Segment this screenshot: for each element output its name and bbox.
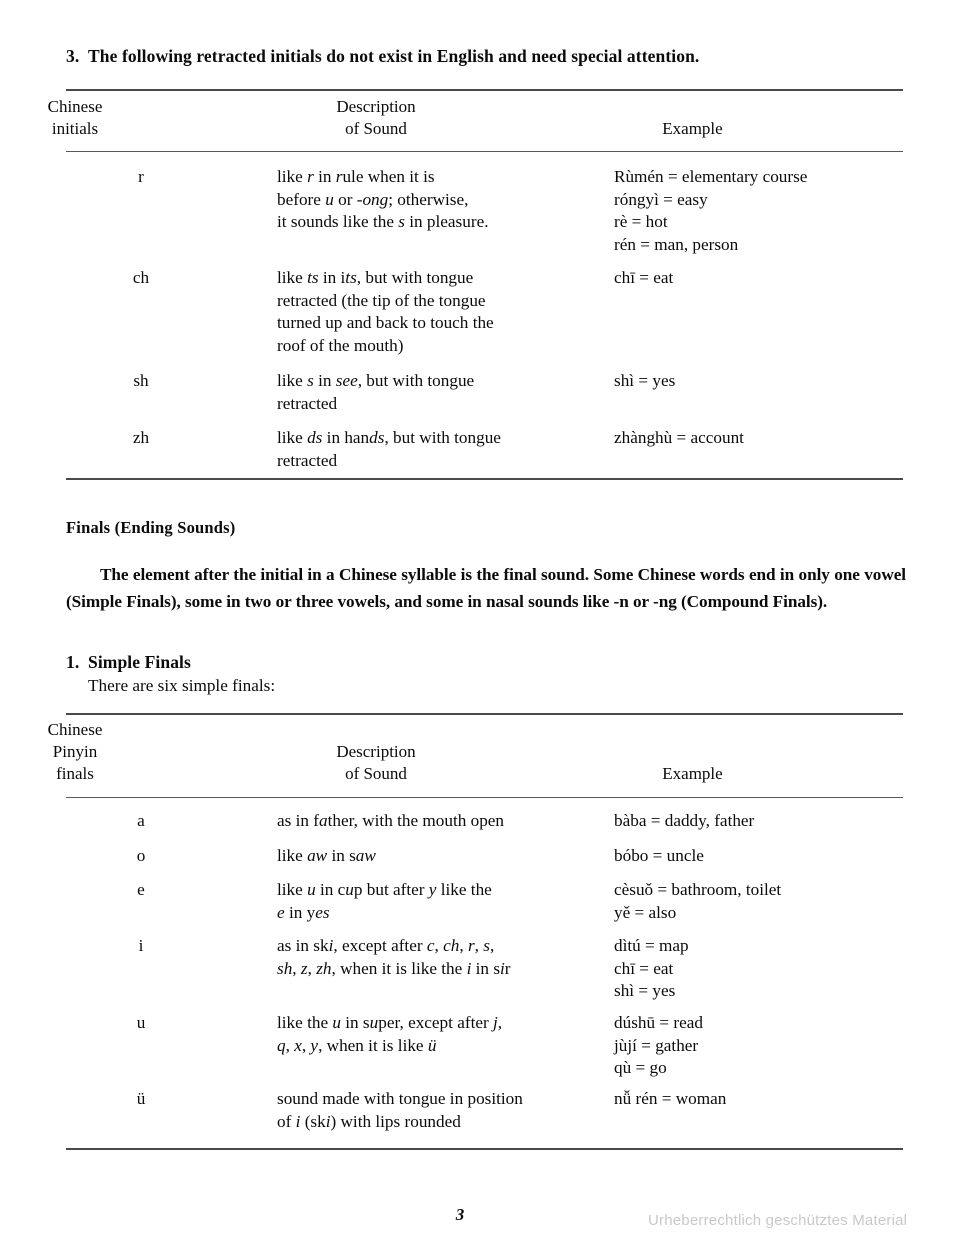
plain-text: , but with tongue <box>384 428 501 447</box>
description-line <box>277 166 607 189</box>
example-entry: shì = yes <box>614 981 676 1001</box>
plain-text: in pleasure. <box>404 212 489 232</box>
cell-example <box>614 845 903 868</box>
cell-description <box>277 267 607 357</box>
description-line <box>277 450 607 473</box>
header-example: Example <box>662 119 723 138</box>
description-line <box>277 267 607 290</box>
plain-text: in <box>313 371 336 390</box>
plain-text: in <box>313 167 336 186</box>
description-line <box>277 935 607 958</box>
header-chinese-pinyin-finals: Chinese Pinyin finals <box>47 720 103 783</box>
emphasis-text: zh <box>316 958 332 978</box>
plain-text: p but after <box>353 880 429 899</box>
plain-text: , <box>285 1035 295 1055</box>
emphasis-text: y <box>310 1035 319 1055</box>
description-line <box>277 211 607 234</box>
emphasis-text: ch <box>443 936 460 955</box>
plain-text: , <box>474 936 484 955</box>
example-entry: zhànghù = account <box>614 428 744 447</box>
emphasis-text: u <box>325 189 334 209</box>
finals-table-bottom-rule <box>66 1148 903 1150</box>
page-number: 3 <box>455 1205 465 1224</box>
description-line <box>277 1012 607 1035</box>
emphasis-text: see <box>335 371 358 390</box>
emphasis-text: s <box>483 936 490 955</box>
plain-text: like <box>277 268 308 287</box>
plain-text: like <box>277 846 308 865</box>
plain-text: in y <box>284 902 316 922</box>
description-line <box>277 902 607 925</box>
header-description-of-sound-2: Description of Sound <box>336 742 416 783</box>
simple-finals-title: Simple Finals <box>88 652 191 672</box>
plain-text: like the <box>277 1013 333 1032</box>
example-entry: qù = go <box>614 1058 667 1078</box>
plain-text: , but with tongue <box>356 268 474 287</box>
example-entry: dúshū = read <box>614 1013 703 1032</box>
example-entry: bóbo = uncle <box>614 846 704 865</box>
example-entry: chī = eat <box>614 958 674 978</box>
example-entry: nǚ rén = woman <box>614 1089 727 1108</box>
plain-text: in i <box>318 268 346 287</box>
emphasis-text: q <box>277 1035 286 1055</box>
finals-table-top-rule <box>66 713 903 715</box>
cell-example <box>614 935 903 1003</box>
description-line <box>277 370 607 393</box>
plain-text: , <box>307 958 317 978</box>
emphasis-text: u <box>307 880 316 899</box>
plain-text: or <box>333 189 357 209</box>
emphasis-text: s <box>398 212 405 232</box>
plain-text: ) with lips rounded <box>330 1111 461 1131</box>
cell-example <box>614 1088 903 1111</box>
cell-example <box>614 267 903 290</box>
description-line <box>277 845 607 868</box>
cell-description <box>277 166 607 234</box>
finals-section-heading: Finals (Ending Sounds) <box>66 518 236 537</box>
example-entry: rén = man, person <box>614 234 739 254</box>
emphasis-text: r <box>307 167 314 186</box>
description-line <box>277 312 607 335</box>
cell-example <box>614 370 903 393</box>
plain-text: in s <box>471 958 501 978</box>
plain-text: r <box>504 958 511 978</box>
plain-text: roof of the mouth) <box>277 335 404 355</box>
plain-text: , but with tongue <box>357 371 475 390</box>
cell-pinyin-final: ü <box>136 1089 146 1108</box>
plain-text: ; otherwise, <box>388 189 469 209</box>
emphasis-text: i <box>466 958 472 978</box>
plain-text: sound made with tongue in position <box>277 1089 523 1108</box>
description-line <box>277 189 607 212</box>
plain-text: in s <box>340 1013 370 1032</box>
plain-text: in han <box>322 428 370 447</box>
emphasis-text: ü <box>427 1035 437 1055</box>
initials-table-header-rule <box>66 151 903 152</box>
plain-text: , <box>301 1035 311 1055</box>
header-example-2: Example <box>662 764 723 783</box>
plain-text: it sounds like the <box>277 212 399 232</box>
emphasis-text: r <box>335 167 343 186</box>
cell-example <box>614 166 903 256</box>
cell-chinese-initial: zh <box>132 428 150 447</box>
emphasis-text: sh <box>277 958 293 978</box>
cell-example <box>614 810 903 833</box>
example-entry: cèsuǒ = bathroom, toilet <box>614 880 782 899</box>
emphasis-text: u <box>369 1013 379 1032</box>
plain-text: (sk <box>300 1111 326 1131</box>
emphasis-text: r <box>467 936 475 955</box>
cell-pinyin-final: i <box>138 936 144 955</box>
description-line <box>277 1088 607 1111</box>
plain-text: , when it is like the <box>331 958 467 978</box>
plain-text: like <box>277 371 308 390</box>
emphasis-text: u <box>332 1013 341 1032</box>
emphasis-text: i <box>325 1111 331 1131</box>
plain-text: retracted <box>277 393 338 413</box>
plain-text: , <box>434 936 444 955</box>
cell-description <box>277 1088 607 1133</box>
emphasis-text: j <box>493 1013 498 1032</box>
cell-description <box>277 1012 607 1057</box>
plain-text: , except after <box>333 936 427 955</box>
cell-pinyin-final: e <box>137 880 145 899</box>
plain-text: before <box>277 189 326 209</box>
example-entry: jùjí = gather <box>614 1035 699 1055</box>
plain-text: turned up and back to touch the <box>277 313 494 333</box>
emphasis-text: x <box>294 1035 302 1055</box>
cell-example <box>614 1012 903 1080</box>
description-line <box>277 810 607 833</box>
emphasis-text: a <box>319 811 328 830</box>
emphasis-text: es <box>315 902 330 922</box>
emphasis-text: ds <box>369 428 385 447</box>
cell-chinese-initial: r <box>138 167 144 186</box>
copyright-notice: Urheberrechtlich geschütztes Material <box>648 1212 908 1229</box>
cell-chinese-initial: ch <box>132 268 150 287</box>
plain-text: as in sk <box>277 936 329 955</box>
emphasis-text: u <box>345 880 354 899</box>
plain-text: retracted <box>277 450 338 470</box>
example-entry: dìtú = map <box>614 936 689 955</box>
header-chinese-initials: Chinese initials <box>47 97 103 138</box>
finals-table-header-rule <box>66 797 903 798</box>
description-line <box>277 393 607 416</box>
cell-pinyin-final: u <box>136 1013 146 1032</box>
description-line <box>277 1111 607 1134</box>
emphasis-text: s <box>307 371 314 390</box>
cell-pinyin-final: o <box>136 846 146 865</box>
cell-pinyin-final: a <box>137 811 145 830</box>
emphasis-text: aw <box>355 846 376 865</box>
example-entry: rè = hot <box>614 212 668 232</box>
initials-table-bottom-rule <box>66 478 903 480</box>
example-entry: yě = also <box>614 902 677 922</box>
description-line <box>277 335 607 358</box>
emphasis-text: i <box>500 958 505 978</box>
example-entry: bàba = daddy, father <box>614 811 755 830</box>
emphasis-text: ds <box>307 428 323 447</box>
emphasis-text: ts <box>345 268 357 287</box>
simple-finals-heading <box>66 652 191 673</box>
simple-finals-number: 1. <box>66 652 80 672</box>
finals-intro-paragraph: The element after the initial in a Chinese syllable is the final sound. Some Chinese words end in only one vowel (Simple Finals), some in two or three vowels, and some in nasal sounds like -n or -ng (Compound Finals). <box>66 565 906 611</box>
plain-text: per, except after <box>378 1013 493 1032</box>
cell-description <box>277 935 607 980</box>
description-line <box>277 958 607 981</box>
plain-text: ther, with the mouth open <box>327 811 505 830</box>
plain-text: like <box>277 428 308 447</box>
description-line <box>277 427 607 450</box>
section-initials-number: 3. <box>66 46 80 66</box>
example-entry: chī = eat <box>614 268 674 287</box>
plain-text: in c <box>315 880 346 899</box>
plain-text: ule when it is <box>342 167 435 186</box>
emphasis-text: i <box>328 936 334 955</box>
emphasis-text: z <box>300 958 308 978</box>
plain-text: , <box>489 936 495 955</box>
emphasis-text: y <box>428 880 437 899</box>
header-description-of-sound: Description of Sound <box>336 97 416 138</box>
simple-finals-intro: There are six simple finals: <box>88 676 276 695</box>
plain-text: like <box>277 880 308 899</box>
emphasis-text: i <box>295 1111 301 1131</box>
cell-description <box>277 810 607 833</box>
cell-chinese-initial: sh <box>133 371 149 390</box>
emphasis-text: -ong <box>356 189 389 209</box>
emphasis-text: aw <box>307 846 328 865</box>
plain-text: retracted (the tip of the tongue <box>277 290 486 310</box>
plain-text: in s <box>327 846 356 865</box>
cell-description <box>277 370 607 415</box>
section-initials-heading <box>66 46 699 67</box>
plain-text: , when it is like <box>318 1035 428 1055</box>
cell-description <box>277 427 607 472</box>
description-line <box>277 879 607 902</box>
emphasis-text: e <box>277 902 285 922</box>
cell-description <box>277 845 607 868</box>
plain-text: , <box>497 1013 503 1032</box>
plain-text: of <box>277 1111 296 1131</box>
section-initials-title: The following retracted initials do not exist in English and need special attention. <box>88 46 700 66</box>
plain-text: , <box>459 936 468 955</box>
cell-example <box>614 879 903 924</box>
plain-text: , <box>292 958 301 978</box>
example-entry: Rùmén = elementary course <box>614 167 808 186</box>
example-entry: shì = yes <box>614 371 676 390</box>
initials-table-top-rule <box>66 89 903 91</box>
cell-example <box>614 427 903 450</box>
cell-description <box>277 879 607 924</box>
plain-text: like <box>277 167 308 186</box>
emphasis-text: c <box>426 936 435 955</box>
emphasis-text: ts <box>307 268 319 287</box>
example-entry: róngyì = easy <box>614 189 708 209</box>
plain-text: like the <box>436 880 492 899</box>
plain-text: as in f <box>277 811 320 830</box>
description-line <box>277 290 607 313</box>
description-line <box>277 1035 607 1058</box>
